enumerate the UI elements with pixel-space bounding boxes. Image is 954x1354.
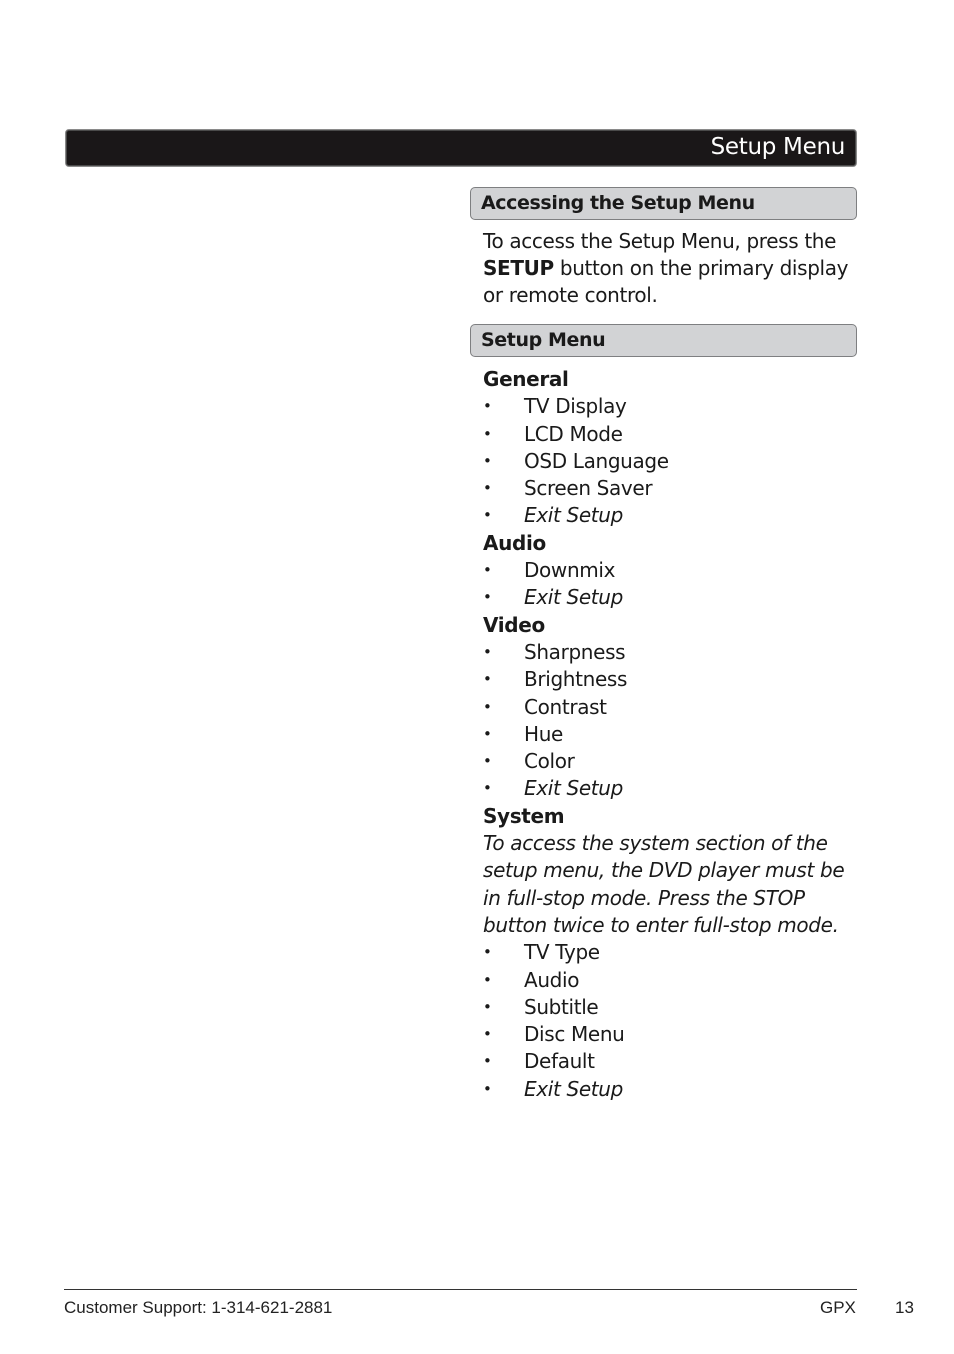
footer-brand: GPX [820, 1298, 856, 1317]
system-note: To access the system section of the setup menu, the DVD player must be in full-stop mode. Press the STOP button twice to enter full-stop mode. [483, 831, 845, 937]
bullet-icon: • [483, 397, 492, 416]
list-item: • TV Display [483, 393, 855, 420]
list-item: • Brightness [483, 666, 855, 693]
accessing-paragraph [483, 228, 855, 309]
list-item: • TV Type [483, 939, 855, 966]
list-item: • LCD Mode [483, 421, 855, 448]
list-item: • Contrast [483, 694, 855, 721]
bullet-icon: • [483, 752, 492, 771]
system-heading: System [483, 803, 565, 828]
footer-divider [64, 1289, 857, 1290]
list-item: • Exit Setup [483, 1076, 855, 1103]
bullet-icon: • [483, 451, 492, 470]
setup-keyword: SETUP [483, 256, 554, 280]
bullet-icon: • [483, 943, 492, 962]
list-item: • Color [483, 748, 855, 775]
bullet-icon: • [483, 997, 492, 1016]
bullet-icon: • [483, 506, 492, 525]
list-item: • Disc Menu [483, 1021, 855, 1048]
accessing-text-after: button on the primary display or remote control. [483, 256, 849, 307]
bullet-icon: • [483, 670, 492, 689]
list-item: • Downmix [483, 557, 855, 584]
accessing-text-before: To access the Setup Menu, press the [483, 229, 837, 253]
page-title-bar [65, 129, 857, 167]
bullet-icon: • [483, 1025, 492, 1044]
list-item: • OSD Language [483, 448, 855, 475]
page-number: 13 [895, 1298, 914, 1317]
list-item: • Subtitle [483, 994, 855, 1021]
bullet-icon: • [483, 479, 492, 498]
bullet-icon: • [483, 561, 492, 580]
section-heading-setup-menu: Setup Menu [481, 329, 606, 351]
list-item: • Screen Saver [483, 475, 855, 502]
list-item: • Hue [483, 721, 855, 748]
list-item: • Exit Setup [483, 502, 855, 529]
section-header-accessing [470, 187, 857, 220]
setup-menu-list [483, 366, 855, 1103]
footer-support: Customer Support: 1-314-621-2881 [64, 1298, 333, 1317]
bullet-icon: • [483, 424, 492, 443]
bullet-icon: • [483, 779, 492, 798]
page-title: Setup Menu [710, 134, 845, 160]
list-item: • Sharpness [483, 639, 855, 666]
section-heading-accessing: Accessing the Setup Menu [481, 192, 755, 214]
section-header-setup-menu [470, 324, 857, 357]
video-heading: Video [483, 612, 545, 637]
bullet-icon: • [483, 588, 492, 607]
list-item: • Exit Setup [483, 584, 855, 611]
bullet-icon: • [483, 970, 492, 989]
bullet-icon: • [483, 1079, 492, 1098]
bullet-icon: • [483, 1052, 492, 1071]
bullet-icon: • [483, 697, 492, 716]
bullet-icon: • [483, 724, 492, 743]
list-item: • Default [483, 1048, 855, 1075]
bullet-icon: • [483, 642, 492, 661]
audio-heading: Audio [483, 530, 546, 555]
general-heading: General [483, 367, 569, 391]
list-item: • Exit Setup [483, 775, 855, 802]
list-item: • Audio [483, 967, 855, 994]
